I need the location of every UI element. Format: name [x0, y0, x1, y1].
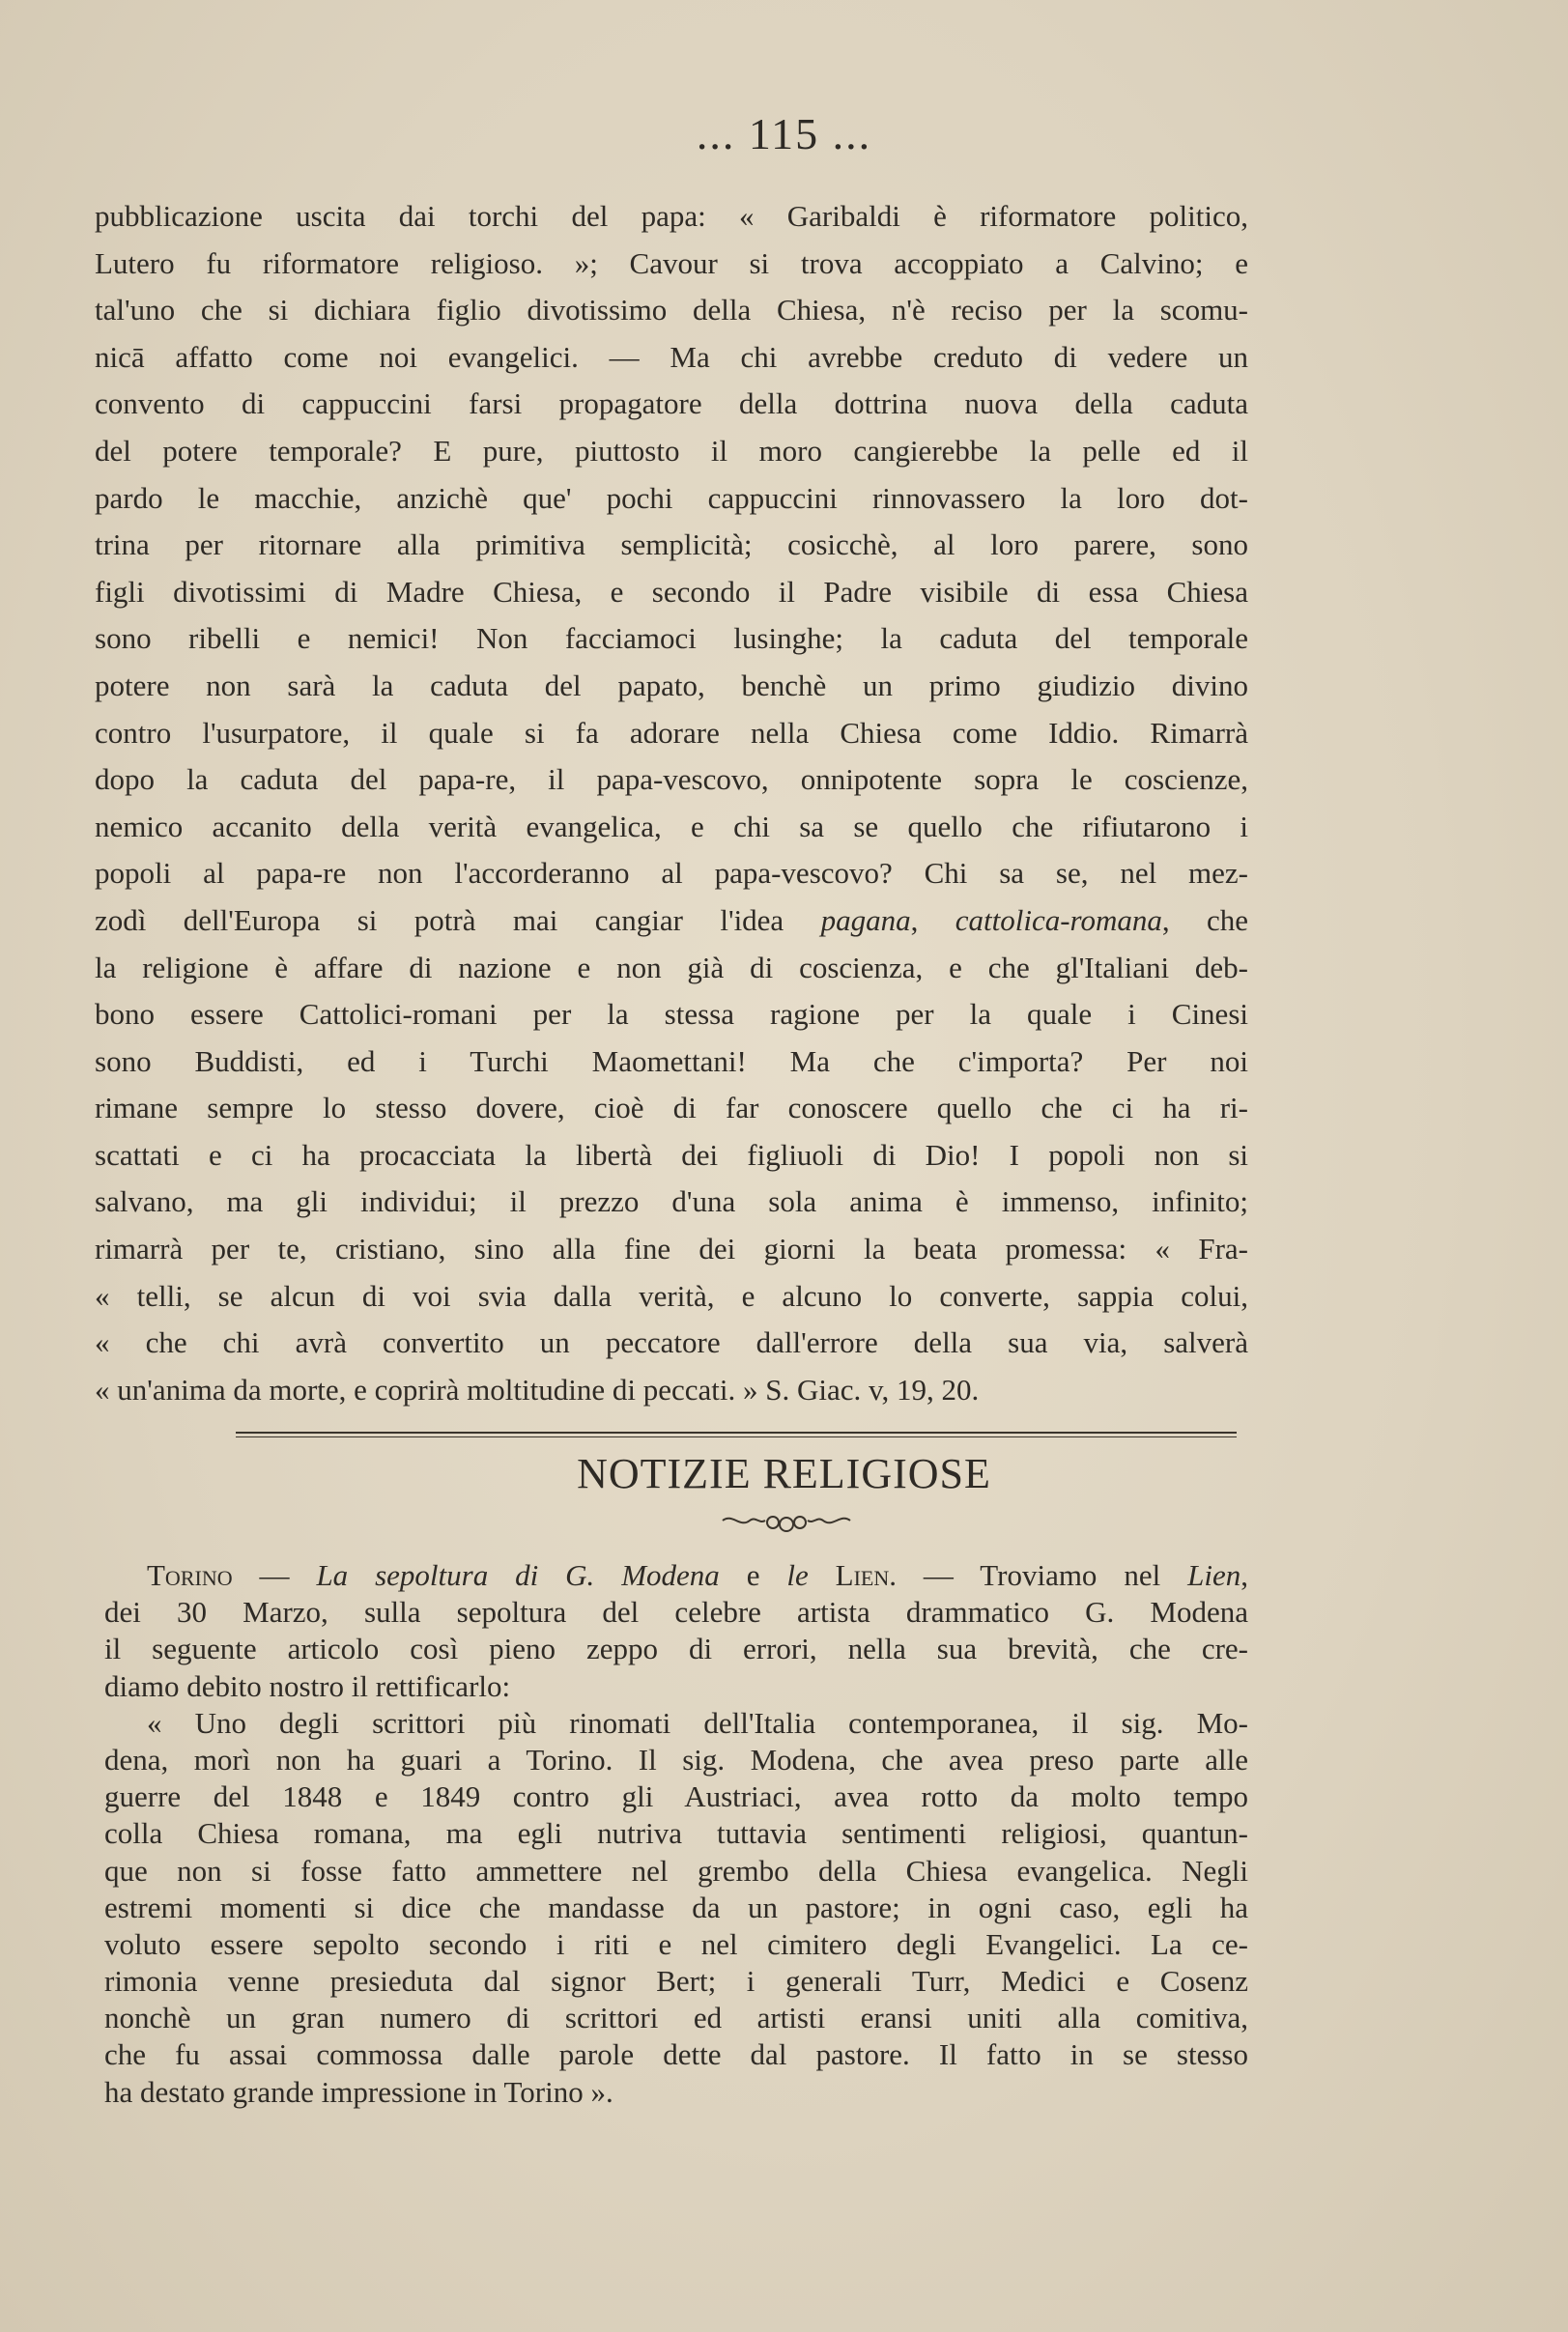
italic-segment: cattolica-romana: [955, 902, 1162, 937]
news-line: rimonia venne presieduta dal signor Bert; i generali Turr, Medici e Cosenz: [104, 1964, 1248, 1999]
news-line: colla Chiesa romana, ma egli nutriva tuttavia sentimenti religiosi, quantun-: [104, 1816, 1248, 1851]
news-article: [104, 1557, 1248, 2111]
section-divider: [236, 1432, 1237, 1437]
text-line: « che chi avrà convertito un peccatore dall'errore della sua via, salverà: [95, 1325, 1248, 1360]
page-number: ... 115 ...: [696, 109, 872, 158]
text-line: convento di cappuccini farsi propagatore della dottrina nuova della caduta: [95, 386, 1248, 421]
news-place: Torino: [147, 1558, 233, 1592]
text-line: « telli, se alcun di voi svia dalla verità, e alcuno lo converte, sappia colui,: [95, 1278, 1248, 1313]
divider-rule: [236, 1432, 1237, 1434]
text-line: rimane sempre lo stesso dovere, cioè di far conoscere quello che ci ha ri-: [95, 1091, 1248, 1125]
text-segment: ,: [1240, 1558, 1249, 1592]
text-segment: —: [232, 1558, 317, 1592]
text-segment: e: [719, 1558, 787, 1592]
text-line: nicā affatto come noi evangelici. — Ma chi avrebbe creduto di vedere un: [95, 339, 1248, 374]
text-segment: ,: [910, 902, 955, 937]
news-line: diamo debito nostro il rettificarlo:: [104, 1668, 511, 1703]
text-line: la religione è affare di nazione e non già di coscienza, e che gl'Italiani deb-: [95, 950, 1248, 984]
news-line: che fu assai commossa dalle parole dette dal pastore. Il fatto in se stesso: [104, 2037, 1248, 2072]
text-line: nemico accanito della verità evangelica, e chi sa se quello che rifiutarono i: [95, 809, 1248, 843]
text-line: potere non sarà la caduta del papato, benchè un primo giudizio divino: [95, 668, 1248, 702]
news-line: ha destato grande impressione in Torino ».: [104, 2074, 613, 2109]
news-line: il seguente articolo così pieno zeppo di errori, nella sua brevità, che cre-: [104, 1632, 1248, 1666]
news-line: nonchè un gran numero di scrittori ed artisti eransi uniti alla comitiva,: [104, 2001, 1248, 2035]
text-line: scattati e ci ha procacciata la libertà dei figliuoli di Dio! I popoli non si: [95, 1137, 1248, 1172]
news-line: guerre del 1848 e 1849 contro gli Austriaci, avea rotto da molto tempo: [104, 1779, 1248, 1814]
text-line: bono essere Cattolici-romani per la stessa ragione per la quale i Cinesi: [95, 997, 1248, 1032]
news-line: que non si fosse fatto ammettere nel grembo della Chiesa evangelica. Negli: [104, 1853, 1248, 1888]
divider-rule-thin: [236, 1436, 1237, 1437]
section-title: NOTIZIE RELIGIOSE: [577, 1450, 991, 1497]
text-line: popoli al papa-re non l'accorderanno al papa-vescovo? Chi sa se, nel mez-: [95, 856, 1248, 891]
text-line: sono Buddisti, ed i Turchi Maomettani! Ma che c'importa? Per noi: [95, 1043, 1248, 1078]
news-line: dena, morì non ha guari a Torino. Il sig. Modena, che avea preso parte alle: [104, 1742, 1248, 1777]
news-line: voluto essere sepolto secondo i riti e nel cimitero degli Evangelici. La ce-: [104, 1926, 1248, 1961]
news-title: La sepoltura di G. Modena: [316, 1558, 720, 1592]
text-segment: [809, 1558, 836, 1592]
news-line: estremi momenti si dice che mandasse da un pastore; in ogni caso, egli ha: [104, 1890, 1248, 1924]
text-segment: , che: [1161, 902, 1248, 937]
newspaper-name-italic: Lien: [1187, 1558, 1241, 1592]
news-title: le: [786, 1558, 809, 1592]
news-lead-line: [104, 1557, 1248, 1594]
text-line: del potere temporale? E pure, piuttosto il moro cangierebbe la pelle ed il: [95, 433, 1248, 468]
text-line: dopo la caduta del papa-re, il papa-vescovo, onnipotente sopra le coscienze,: [95, 762, 1248, 797]
text-line: tal'uno che si dichiara figlio divotissimo della Chiesa, n'è reciso per la scomu-: [95, 293, 1248, 327]
text-line: sono ribelli e nemici! Non facciamoci lusinghe; la caduta del temporale: [95, 621, 1248, 656]
text-line: figli divotissimi di Madre Chiesa, e secondo il Padre visibile di essa Chiesa: [95, 574, 1248, 609]
text-line: pubblicazione uscita dai torchi del papa: « Garibaldi è riformatore politico,: [95, 199, 1248, 233]
news-line: « Uno degli scrittori più rinomati dell'Italia contemporanea, il sig. Mo-: [147, 1705, 1248, 1740]
ornament-flourish: [719, 1509, 854, 1536]
text-segment: zodì dell'Europa si potrà mai cangiar l'idea: [95, 902, 821, 937]
text-line: pardo le macchie, anzichè que' pochi cappuccini rinnovassero la loro dot-: [95, 480, 1248, 515]
text-line: trina per ritornare alla primitiva semplicità; cosicchè, al loro parere, sono: [95, 527, 1248, 562]
italic-segment: pagana: [820, 902, 911, 937]
text-line: rimarrà per te, cristiano, sino alla fine dei giorni la beata promessa: « Fra-: [95, 1232, 1248, 1266]
text-segment: . — Troviamo nel: [889, 1558, 1188, 1592]
text-line: « un'anima da morte, e coprirà moltitudine di peccati. » S. Giac. v, 19, 20.: [95, 1372, 980, 1407]
text-line: contro l'usurpatore, il quale si fa adorare nella Chiesa come Iddio. Rimarrà: [95, 715, 1248, 750]
newspaper-name: Lien: [835, 1558, 890, 1592]
text-line-italic: [95, 897, 1248, 945]
text-line: Lutero fu riformatore religioso. »; Cavour si trova accoppiato a Calvino; e: [95, 245, 1248, 280]
news-line: dei 30 Marzo, sulla sepoltura del celebre artista drammatico G. Modena: [104, 1595, 1248, 1630]
main-text: [95, 193, 1248, 1413]
text-line: salvano, ma gli individui; il prezzo d'una sola anima è immenso, infinito;: [95, 1184, 1248, 1219]
